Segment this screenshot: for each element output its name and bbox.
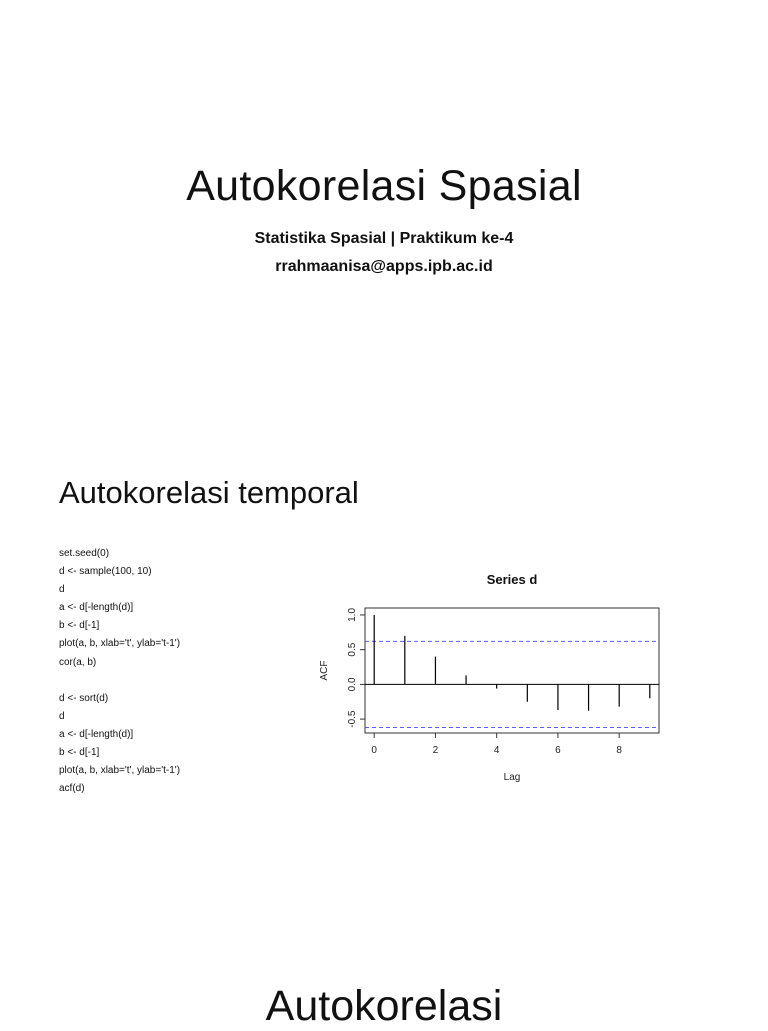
plot-frame: [365, 608, 659, 733]
x-tick-label: 6: [555, 745, 561, 756]
next-slide-title: Autokorelasi: [265, 982, 503, 1030]
x-tick-label: 4: [493, 745, 500, 756]
y-tick-label: -0.5: [347, 710, 358, 728]
x-tick-label: 8: [616, 745, 622, 756]
author-email: rrahmaanisa@apps.ipb.ac.id: [275, 258, 493, 275]
code-line: set.seed(0): [59, 548, 110, 559]
code-line: cor(a, b): [59, 656, 97, 668]
code-line: [59, 672, 180, 690]
y-tick-label: 1.0: [347, 607, 358, 622]
code-line: a <- d[-length(d)]: [59, 602, 134, 614]
code-line: b <- d[-1]: [59, 620, 100, 632]
code-line: d <- sort(d): [59, 692, 109, 704]
y-axis-label: ACF: [319, 660, 330, 681]
x-axis-label: Lag: [503, 772, 521, 783]
code-line: a <- d[-length(d)]: [59, 728, 134, 740]
x-tick-label: 2: [432, 745, 439, 756]
chart-title: Series d: [486, 572, 538, 587]
code-line: plot(a, b, xlab='t', ylab='t-1'): [59, 638, 181, 650]
slide-title: Autokorelasi Spasial: [186, 162, 582, 210]
acf-chart: [305, 560, 677, 800]
code-line: d <- sample(100, 10): [59, 566, 152, 578]
x-tick-label: 0: [371, 745, 377, 756]
code-line: d: [59, 710, 65, 722]
code-block: [59, 545, 180, 798]
code-line: b <- d[-1]: [59, 747, 100, 759]
code-line: plot(a, b, xlab='t', ylab='t-1'): [59, 765, 181, 777]
y-tick-label: 0.5: [347, 642, 358, 657]
slide-subtitle: Statistika Spasial | Praktikum ke-4: [254, 230, 514, 247]
section-title: Autokorelasi temporal: [59, 475, 359, 510]
code-line: d: [59, 584, 65, 596]
y-tick-label: 0.0: [347, 677, 358, 692]
code-line: acf(d): [59, 783, 85, 795]
